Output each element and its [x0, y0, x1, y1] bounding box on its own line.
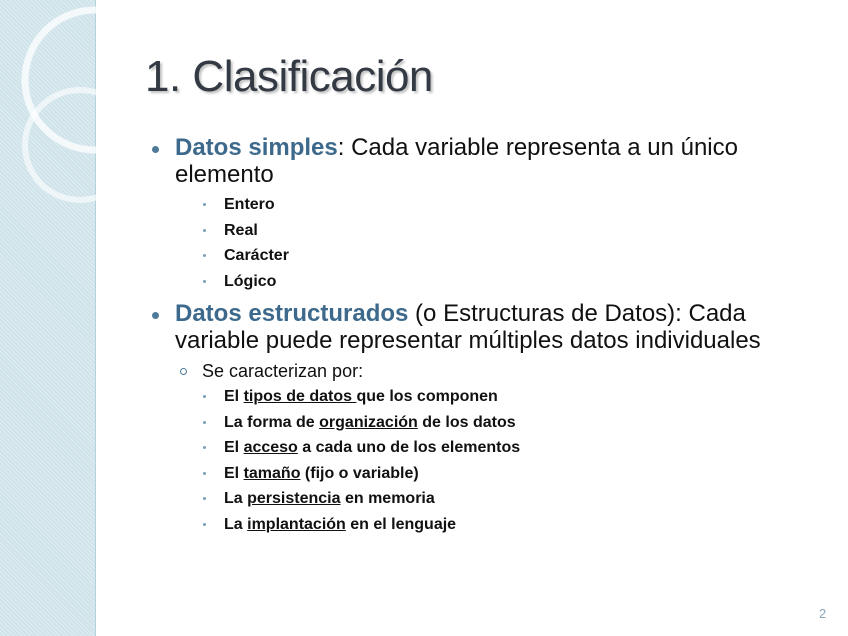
bullet-dot-icon: [203, 497, 206, 500]
bullet-dot-icon: [203, 421, 206, 424]
bullet-dot-icon: [203, 229, 206, 232]
sub-header: [150, 358, 830, 384]
bullet-datos-simples: [150, 134, 830, 188]
list-item: [150, 410, 830, 436]
list-item: [150, 269, 830, 295]
side-decoration-band: [0, 0, 96, 636]
sub-header-text: Se caracterizan por:: [202, 361, 364, 381]
list-item: [150, 243, 830, 269]
list-item: [150, 192, 830, 218]
list-item: [150, 435, 830, 461]
bullet-text: : Cada variable representa a un único elemento: [175, 134, 738, 188]
bullet-dot-icon: [203, 254, 206, 257]
text-pre: La: [224, 515, 248, 533]
list-item-text: Real: [224, 221, 258, 239]
text-pre: El: [224, 439, 244, 456]
bullet-dot-icon: [203, 280, 206, 283]
page-number: 2: [819, 606, 827, 621]
bullet-datos-estructurados: [150, 300, 830, 354]
underlined-term: persistencia: [247, 490, 341, 507]
slide-title: 1. Clasificación: [145, 52, 433, 101]
list-item-text: Entero: [224, 196, 275, 213]
list-item: [150, 512, 830, 538]
text-post: en memoria: [340, 490, 435, 507]
bullet-dot-icon: [152, 146, 159, 153]
underlined-term: tipos de datos: [243, 388, 357, 405]
underlined-term: organización: [319, 413, 418, 431]
bullet-text: (o Estructuras de Datos): Cada variable puede representar múltiples datos individuales: [175, 300, 761, 354]
bullet-dot-icon: [203, 472, 206, 475]
underlined-term: tamaño: [243, 464, 301, 482]
list-item: [150, 218, 830, 244]
text-pre: El: [224, 388, 244, 405]
text-post: (fijo o variable): [300, 464, 419, 482]
text-pre: La forma de: [224, 413, 320, 431]
bullet-dot-icon: [203, 446, 206, 449]
text-post: de los datos: [417, 413, 516, 431]
bullet-dot-icon: [152, 312, 159, 319]
keyword-datos-estructurados: Datos estructurados: [175, 300, 409, 327]
keyword-datos-simples: Datos simples: [175, 134, 338, 161]
text-post: que los componen: [356, 388, 498, 405]
list-item-text: Lógico: [224, 272, 277, 290]
list-item: [150, 384, 830, 410]
slide-content: [150, 134, 830, 537]
bullet-dot-icon: [203, 203, 206, 206]
list-item: [150, 461, 830, 487]
underlined-term: acceso: [243, 439, 298, 456]
list-item: [150, 486, 830, 512]
text-post: en el lenguaje: [345, 515, 457, 533]
underlined-term: implantación: [247, 515, 346, 533]
bullet-dot-icon: [203, 395, 206, 398]
text-pre: El: [224, 464, 244, 482]
list-item-text: Carácter: [224, 247, 289, 264]
ring-bullet-icon: [180, 368, 187, 375]
text-pre: La: [224, 490, 248, 507]
bullet-dot-icon: [203, 523, 206, 526]
text-post: a cada uno de los elementos: [297, 439, 521, 456]
